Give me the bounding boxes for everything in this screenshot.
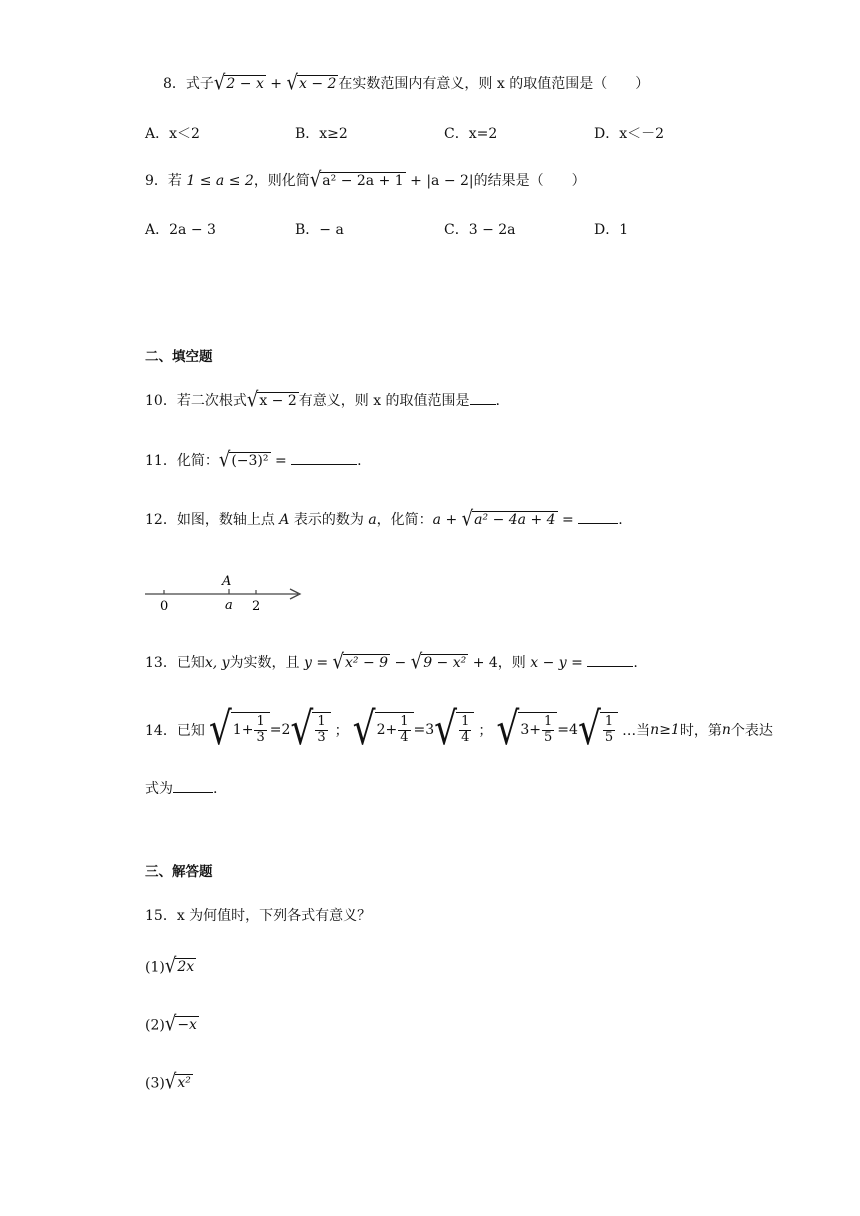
q14-equation-3: √ 3 + $\frac{1}{5}$ = 4 √ $\frac{1}{5}$ [496, 712, 618, 748]
number-line-figure [140, 570, 310, 615]
question-11: 11．化简： √ (−3)² = . [145, 448, 362, 473]
question-13: 13．已知x, y为实数，且 y = √ x² − 9 − √ 9 − x² + 4，则 x − y = . [145, 650, 638, 675]
fraction: $\frac{1}{5}$ [604, 714, 614, 745]
sqrt-expression: √ x² [164, 1070, 191, 1095]
sqrt-expression: √ 2 + $\frac{1}{4}$ [353, 712, 414, 748]
question-9: 9．若 1 ≤ a ≤ 2，则化简 √ a² − 2a + 1 + |a − 2|的结果是（ ） [145, 168, 586, 193]
question-8: 8．式子 √ 2 − x + √ x − 2 在实数范围内有意义，则 x 的取值范围是（ ） [163, 71, 650, 96]
sqrt-expression: √ 1 + $\frac{1}{3}$ [209, 712, 270, 748]
answer-blank[interactable] [587, 666, 633, 667]
q8-option-a[interactable]: A．x＜2 [145, 126, 200, 142]
sqrt-expression: √ $\frac{1}{3}$ [290, 712, 330, 748]
fraction: $\frac{1}{5}$ [544, 714, 553, 745]
sqrt-expression: √ 9 − x² [410, 650, 467, 675]
q8-option-b[interactable]: B．x≥2 [295, 126, 348, 142]
q8-option-d[interactable]: D．x＜－2 [594, 126, 665, 142]
question-14: 14． 已知 √ 1 + $\frac{1}{3}$ = 2 √ $\frac{1}{3}$ ； √ 2 + $\frac{1}{4}$ = 3 √ $\frac{1}{4}$ ； √ 3 + $\frac{1}{5}$ = 4 √ $\frac{1}{5}$ …当 n≥1 时，第 n 个表达 [145, 703, 773, 755]
q14-equation-2: √ 2 + $\frac{1}{4}$ = 3 √ $\frac{1}{4}$ [353, 712, 475, 748]
fraction: $\frac{1}{3}$ [256, 714, 265, 745]
q9-option-b[interactable]: B．− a [295, 222, 344, 238]
separator: ； [334, 723, 349, 739]
q15-part-1: (1) √ 2x [145, 954, 195, 979]
question-10: 10．若二次根式 √ x − 2 有意义，则 x 的取值范围是 . [145, 388, 500, 413]
sqrt-expression: √ $\frac{1}{5}$ [578, 712, 618, 748]
sqrt-expression: √ 3 + $\frac{1}{5}$ [496, 712, 557, 748]
sqrt-expression: √ 2 − x [213, 71, 264, 96]
sqrt-expression: √ a² − 2a + 1 [309, 168, 404, 193]
sqrt-expression: √ a² − 4a + 4 [461, 507, 556, 532]
answer-blank[interactable] [173, 792, 213, 793]
section-title-answer: 三、解答题 [145, 864, 213, 880]
question-14-line2: 式为 . [145, 781, 218, 797]
label-two: 2 [252, 599, 261, 614]
q8-number: 8． [163, 76, 186, 92]
q9-option-d[interactable]: D．1 [594, 222, 629, 238]
sqrt-expression: √ −x [164, 1012, 197, 1037]
q9-option-c[interactable]: C．3 − 2a [444, 222, 516, 238]
label-var-a: a [225, 598, 233, 613]
sqrt-expression: √ $\frac{1}{4}$ [434, 712, 474, 748]
question-12: 12．如图，数轴上点 A 表示的数为 a，化简：a + √ a² − 4a + 4 = . [145, 507, 623, 532]
q8-stem-pre: 式子 [185, 76, 214, 92]
section-title-fill-in: 二、填空题 [145, 349, 213, 365]
sqrt-expression: √ (−3)² [218, 448, 269, 473]
answer-blank[interactable] [470, 404, 496, 405]
separator: ； [478, 723, 493, 739]
sqrt-expression: √ 2x [164, 954, 195, 979]
q8-stem-post: 在实数范围内有意义，则 x 的取值范围是（ ） [338, 76, 650, 92]
q15-part-2: (2) √ −x [145, 1012, 197, 1037]
sqrt-expression: √ x² − 9 [332, 650, 389, 675]
fraction: $\frac{1}{4}$ [400, 714, 409, 745]
sqrt-expression: √ x − 2 [286, 71, 337, 96]
q8-option-c[interactable]: C．x=2 [444, 126, 498, 142]
fraction: $\frac{1}{3}$ [317, 714, 326, 745]
label-point-a: A [222, 574, 232, 589]
fraction: $\frac{1}{4}$ [461, 714, 470, 745]
q9-option-a[interactable]: A．2a − 3 [145, 222, 216, 238]
q15-part-3: (3) √ x² [145, 1070, 191, 1095]
label-zero: 0 [160, 599, 169, 614]
q14-equation-1: √ 1 + $\frac{1}{3}$ = 2 √ $\frac{1}{3}$ [209, 712, 331, 748]
sqrt-expression: √ x − 2 [246, 388, 297, 413]
answer-blank[interactable] [578, 523, 618, 524]
question-15: 15．x 为何值时，下列各式有意义？ [145, 908, 372, 924]
answer-blank[interactable] [291, 464, 357, 465]
